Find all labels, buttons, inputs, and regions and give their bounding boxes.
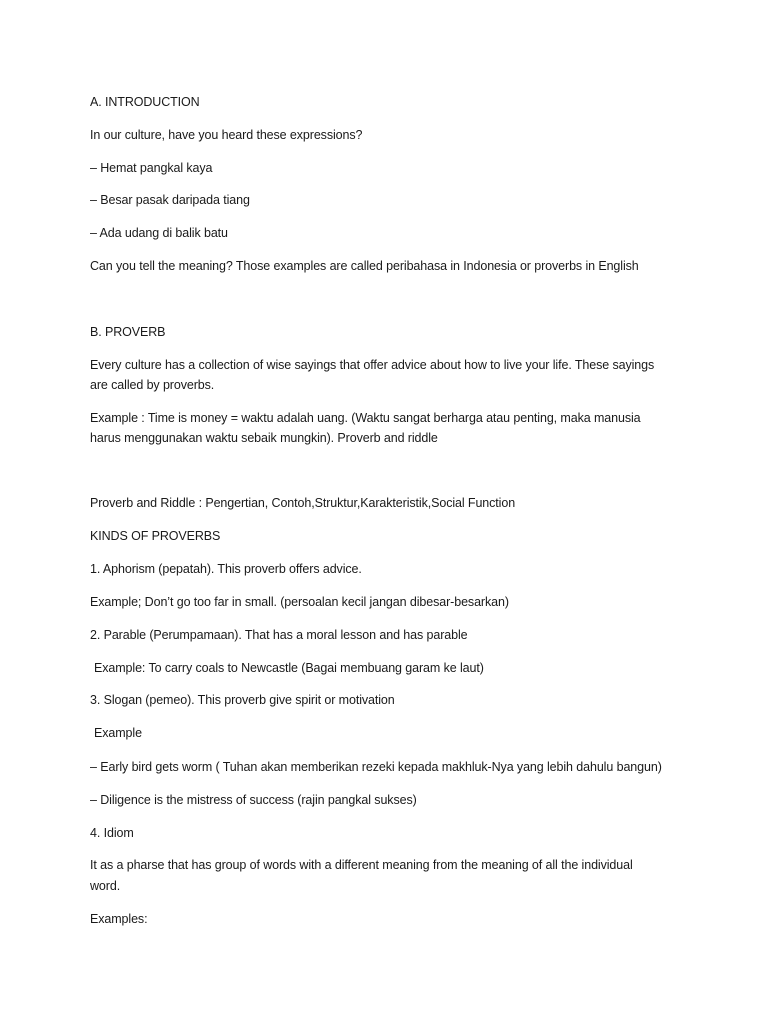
paragraph-proverb-definition-line2: are called by proverbs.	[90, 378, 215, 392]
example-slogan-label: Example	[94, 726, 142, 740]
paragraph-intro-question: In our culture, have you heard these expressions?	[90, 128, 363, 142]
list-item-expression: – Ada udang di balik batu	[90, 226, 228, 240]
examples-label: Examples:	[90, 912, 148, 926]
list-item-expression: – Hemat pangkal kaya	[90, 161, 213, 175]
example-slogan-item: – Diligence is the mistress of success (rajin pangkal sukses)	[90, 793, 417, 807]
paragraph-meaning-question: Can you tell the meaning? Those examples are called peribahasa in Indonesia or proverbs in English	[90, 259, 639, 273]
list-item-expression: – Besar pasak daripada tiang	[90, 193, 250, 207]
list-item-slogan: 3. Slogan (pemeo). This proverb give spirit or motivation	[90, 693, 395, 707]
example-parable: Example: To carry coals to Newcastle (Bagai membuang garam ke laut)	[94, 661, 484, 675]
paragraph-example-line1: Example : Time is money = waktu adalah uang. (Waktu sangat berharga atau penting, maka manusia	[90, 411, 641, 425]
list-item-aphorism: 1. Aphorism (pepatah). This proverb offers advice.	[90, 562, 362, 576]
paragraph-proverb-riddle-title: Proverb and Riddle : Pengertian, Contoh,Struktur,Karakteristik,Social Function	[90, 496, 516, 510]
paragraph-idiom-definition-line1: It as a pharse that has group of words with a different meaning from the meaning of all the individual	[90, 858, 633, 872]
heading-proverb: B. PROVERB	[90, 325, 166, 339]
list-item-parable: 2. Parable (Perumpamaan). That has a moral lesson and has parable	[90, 628, 468, 642]
heading-introduction: A. INTRODUCTION	[90, 95, 200, 109]
paragraph-idiom-definition-line2: word.	[90, 879, 121, 893]
paragraph-proverb-definition-line1: Every culture has a collection of wise sayings that offer advice about how to live your life. These sayings	[90, 358, 655, 372]
example-aphorism: Example; Don’t go too far in small. (persoalan kecil jangan dibesar-besarkan)	[90, 595, 509, 609]
heading-kinds-of-proverbs: KINDS OF PROVERBS	[90, 529, 221, 543]
paragraph-example-line2: harus menggunakan waktu sebaik mungkin). Proverb and riddle	[90, 431, 438, 445]
list-item-idiom: 4. Idiom	[90, 826, 134, 840]
example-slogan-item: – Early bird gets worm ( Tuhan akan memberikan rezeki kepada makhluk-Nya yang lebih dahulu bangun)	[90, 760, 662, 774]
